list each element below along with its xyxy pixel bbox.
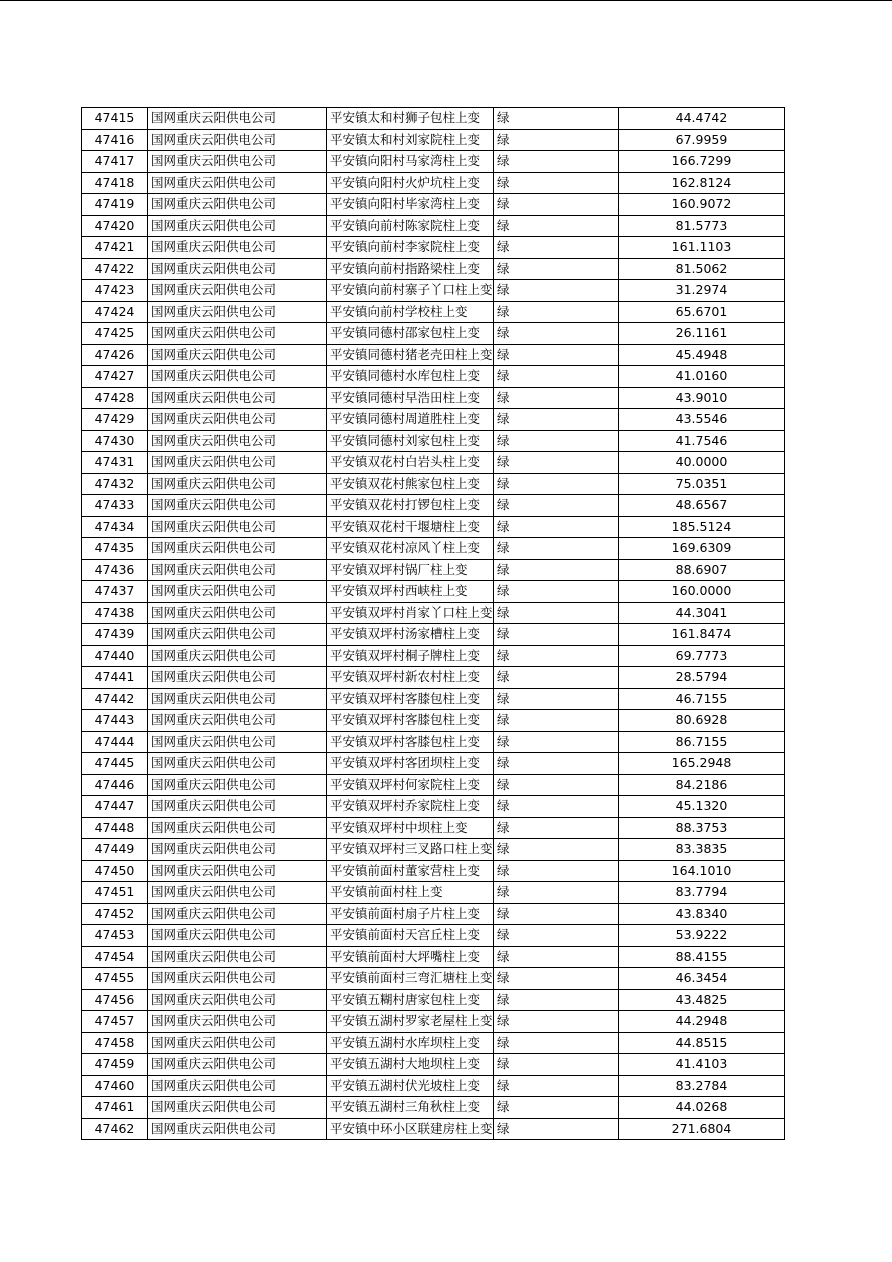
value-cell: 53.9222 xyxy=(619,925,785,947)
company-cell: 国网重庆云阳供电公司 xyxy=(148,753,327,775)
company-cell: 国网重庆云阳供电公司 xyxy=(148,1011,327,1033)
table-row xyxy=(82,667,785,689)
value-cell: 41.0160 xyxy=(619,366,785,388)
company-cell: 国网重庆云阳供电公司 xyxy=(148,645,327,667)
id-cell: 47419 xyxy=(82,194,148,216)
id-cell: 47421 xyxy=(82,237,148,259)
table-row xyxy=(82,215,785,237)
company-cell: 国网重庆云阳供电公司 xyxy=(148,774,327,796)
color-cell: 绿 xyxy=(494,516,619,538)
value-cell: 88.3753 xyxy=(619,817,785,839)
table-row xyxy=(82,602,785,624)
id-cell: 47428 xyxy=(82,387,148,409)
company-cell: 国网重庆云阳供电公司 xyxy=(148,946,327,968)
color-cell: 绿 xyxy=(494,946,619,968)
company-cell: 国网重庆云阳供电公司 xyxy=(148,667,327,689)
color-cell: 绿 xyxy=(494,172,619,194)
id-cell: 47457 xyxy=(82,1011,148,1033)
value-cell: 44.8515 xyxy=(619,1032,785,1054)
table-row xyxy=(82,731,785,753)
company-cell: 国网重庆云阳供电公司 xyxy=(148,323,327,345)
color-cell: 绿 xyxy=(494,796,619,818)
id-cell: 47444 xyxy=(82,731,148,753)
location-cell: 平安镇双坪村客膝包柱上变 xyxy=(327,710,494,732)
table-row xyxy=(82,473,785,495)
location-cell: 平安镇双花村打锣包柱上变 xyxy=(327,495,494,517)
id-cell: 47420 xyxy=(82,215,148,237)
id-cell: 47438 xyxy=(82,602,148,624)
company-cell: 国网重庆云阳供电公司 xyxy=(148,129,327,151)
table-row xyxy=(82,839,785,861)
company-cell: 国网重庆云阳供电公司 xyxy=(148,366,327,388)
company-cell: 国网重庆云阳供电公司 xyxy=(148,559,327,581)
value-cell: 65.6701 xyxy=(619,301,785,323)
table-row xyxy=(82,710,785,732)
color-cell: 绿 xyxy=(494,989,619,1011)
table-row xyxy=(82,1075,785,1097)
table-row xyxy=(82,817,785,839)
value-cell: 166.7299 xyxy=(619,151,785,173)
company-cell: 国网重庆云阳供电公司 xyxy=(148,108,327,130)
value-cell: 88.4155 xyxy=(619,946,785,968)
id-cell: 47426 xyxy=(82,344,148,366)
location-cell: 平安镇双坪村汤家槽柱上变 xyxy=(327,624,494,646)
value-cell: 40.0000 xyxy=(619,452,785,474)
id-cell: 47435 xyxy=(82,538,148,560)
id-cell: 47462 xyxy=(82,1118,148,1140)
location-cell: 平安镇双花村干堰塘柱上变 xyxy=(327,516,494,538)
color-cell: 绿 xyxy=(494,710,619,732)
id-cell: 47432 xyxy=(82,473,148,495)
color-cell: 绿 xyxy=(494,1054,619,1076)
value-cell: 83.3835 xyxy=(619,839,785,861)
location-cell: 平安镇双坪村三叉路口柱上变 xyxy=(327,839,494,861)
value-cell: 185.5124 xyxy=(619,516,785,538)
company-cell: 国网重庆云阳供电公司 xyxy=(148,882,327,904)
table-row xyxy=(82,1118,785,1140)
data-table xyxy=(81,107,785,1140)
value-cell: 46.7155 xyxy=(619,688,785,710)
location-cell: 平安镇双坪村何家院柱上变 xyxy=(327,774,494,796)
value-cell: 26.1161 xyxy=(619,323,785,345)
location-cell: 平安镇双花村熊家包柱上变 xyxy=(327,473,494,495)
color-cell: 绿 xyxy=(494,194,619,216)
value-cell: 41.4103 xyxy=(619,1054,785,1076)
value-cell: 83.2784 xyxy=(619,1075,785,1097)
id-cell: 47450 xyxy=(82,860,148,882)
table-row xyxy=(82,1011,785,1033)
id-cell: 47431 xyxy=(82,452,148,474)
value-cell: 169.6309 xyxy=(619,538,785,560)
table-row xyxy=(82,151,785,173)
value-cell: 44.3041 xyxy=(619,602,785,624)
color-cell: 绿 xyxy=(494,925,619,947)
id-cell: 47439 xyxy=(82,624,148,646)
id-cell: 47458 xyxy=(82,1032,148,1054)
company-cell: 国网重庆云阳供电公司 xyxy=(148,344,327,366)
id-cell: 47437 xyxy=(82,581,148,603)
location-cell: 平安镇五糊村唐家包柱上变 xyxy=(327,989,494,1011)
id-cell: 47449 xyxy=(82,839,148,861)
company-cell: 国网重庆云阳供电公司 xyxy=(148,409,327,431)
company-cell: 国网重庆云阳供电公司 xyxy=(148,860,327,882)
color-cell: 绿 xyxy=(494,903,619,925)
id-cell: 47446 xyxy=(82,774,148,796)
id-cell: 47434 xyxy=(82,516,148,538)
table-row xyxy=(82,538,785,560)
location-cell: 平安镇双坪村新农村柱上变 xyxy=(327,667,494,689)
company-cell: 国网重庆云阳供电公司 xyxy=(148,602,327,624)
color-cell: 绿 xyxy=(494,387,619,409)
color-cell: 绿 xyxy=(494,624,619,646)
value-cell: 160.9072 xyxy=(619,194,785,216)
company-cell: 国网重庆云阳供电公司 xyxy=(148,1032,327,1054)
value-cell: 161.1103 xyxy=(619,237,785,259)
color-cell: 绿 xyxy=(494,473,619,495)
id-cell: 47417 xyxy=(82,151,148,173)
location-cell: 平安镇中环小区联建房柱上变 xyxy=(327,1118,494,1140)
location-cell: 平安镇向前村陈家院柱上变 xyxy=(327,215,494,237)
company-cell: 国网重庆云阳供电公司 xyxy=(148,538,327,560)
value-cell: 44.2948 xyxy=(619,1011,785,1033)
id-cell: 47443 xyxy=(82,710,148,732)
color-cell: 绿 xyxy=(494,839,619,861)
color-cell: 绿 xyxy=(494,882,619,904)
id-cell: 47424 xyxy=(82,301,148,323)
page-top-border xyxy=(0,0,892,1)
color-cell: 绿 xyxy=(494,602,619,624)
id-cell: 47425 xyxy=(82,323,148,345)
location-cell: 平安镇双花村白岩头柱上变 xyxy=(327,452,494,474)
table-row xyxy=(82,516,785,538)
color-cell: 绿 xyxy=(494,430,619,452)
value-cell: 48.6567 xyxy=(619,495,785,517)
location-cell: 平安镇向阳村毕家湾柱上变 xyxy=(327,194,494,216)
color-cell: 绿 xyxy=(494,731,619,753)
value-cell: 86.7155 xyxy=(619,731,785,753)
location-cell: 平安镇向阳村火炉坑柱上变 xyxy=(327,172,494,194)
location-cell: 平安镇向前村寨子丫口柱上变 xyxy=(327,280,494,302)
table-row xyxy=(82,344,785,366)
company-cell: 国网重庆云阳供电公司 xyxy=(148,581,327,603)
location-cell: 平安镇同德村周道胜柱上变 xyxy=(327,409,494,431)
color-cell: 绿 xyxy=(494,1011,619,1033)
company-cell: 国网重庆云阳供电公司 xyxy=(148,215,327,237)
table-row xyxy=(82,882,785,904)
table-row xyxy=(82,1032,785,1054)
value-cell: 28.5794 xyxy=(619,667,785,689)
color-cell: 绿 xyxy=(494,645,619,667)
company-cell: 国网重庆云阳供电公司 xyxy=(148,237,327,259)
value-cell: 45.1320 xyxy=(619,796,785,818)
color-cell: 绿 xyxy=(494,215,619,237)
table-row xyxy=(82,774,785,796)
color-cell: 绿 xyxy=(494,667,619,689)
value-cell: 160.0000 xyxy=(619,581,785,603)
location-cell: 平安镇双坪村客团坝柱上变 xyxy=(327,753,494,775)
table-row xyxy=(82,194,785,216)
table-row xyxy=(82,495,785,517)
table-row xyxy=(82,366,785,388)
table-row xyxy=(82,1054,785,1076)
value-cell: 41.7546 xyxy=(619,430,785,452)
location-cell: 平安镇双坪村锅厂柱上变 xyxy=(327,559,494,581)
id-cell: 47447 xyxy=(82,796,148,818)
id-cell: 47440 xyxy=(82,645,148,667)
table-row xyxy=(82,430,785,452)
value-cell: 44.0268 xyxy=(619,1097,785,1119)
color-cell: 绿 xyxy=(494,323,619,345)
table-row xyxy=(82,860,785,882)
id-cell: 47454 xyxy=(82,946,148,968)
color-cell: 绿 xyxy=(494,1075,619,1097)
company-cell: 国网重庆云阳供电公司 xyxy=(148,817,327,839)
company-cell: 国网重庆云阳供电公司 xyxy=(148,516,327,538)
value-cell: 69.7773 xyxy=(619,645,785,667)
id-cell: 47459 xyxy=(82,1054,148,1076)
location-cell: 平安镇双坪村肖家丫口柱上变 xyxy=(327,602,494,624)
location-cell: 平安镇同德村刘家包柱上变 xyxy=(327,430,494,452)
color-cell: 绿 xyxy=(494,409,619,431)
id-cell: 47433 xyxy=(82,495,148,517)
id-cell: 47423 xyxy=(82,280,148,302)
color-cell: 绿 xyxy=(494,280,619,302)
id-cell: 47452 xyxy=(82,903,148,925)
table-row xyxy=(82,129,785,151)
id-cell: 47415 xyxy=(82,108,148,130)
table-row xyxy=(82,989,785,1011)
location-cell: 平安镇双坪村中坝柱上变 xyxy=(327,817,494,839)
color-cell: 绿 xyxy=(494,1097,619,1119)
value-cell: 84.2186 xyxy=(619,774,785,796)
value-cell: 80.6928 xyxy=(619,710,785,732)
value-cell: 81.5773 xyxy=(619,215,785,237)
color-cell: 绿 xyxy=(494,860,619,882)
id-cell: 47416 xyxy=(82,129,148,151)
location-cell: 平安镇同德村水库包柱上变 xyxy=(327,366,494,388)
company-cell: 国网重庆云阳供电公司 xyxy=(148,989,327,1011)
location-cell: 平安镇太和村刘家院柱上变 xyxy=(327,129,494,151)
color-cell: 绿 xyxy=(494,968,619,990)
color-cell: 绿 xyxy=(494,344,619,366)
id-cell: 47422 xyxy=(82,258,148,280)
location-cell: 平安镇双坪村客膝包柱上变 xyxy=(327,731,494,753)
value-cell: 43.9010 xyxy=(619,387,785,409)
location-cell: 平安镇向阳村马家湾柱上变 xyxy=(327,151,494,173)
location-cell: 平安镇前面村扇子片柱上变 xyxy=(327,903,494,925)
company-cell: 国网重庆云阳供电公司 xyxy=(148,1118,327,1140)
color-cell: 绿 xyxy=(494,1118,619,1140)
company-cell: 国网重庆云阳供电公司 xyxy=(148,258,327,280)
color-cell: 绿 xyxy=(494,258,619,280)
location-cell: 平安镇前面村董家营柱上变 xyxy=(327,860,494,882)
location-cell: 平安镇五湖村大地坝柱上变 xyxy=(327,1054,494,1076)
color-cell: 绿 xyxy=(494,581,619,603)
id-cell: 47455 xyxy=(82,968,148,990)
id-cell: 47448 xyxy=(82,817,148,839)
color-cell: 绿 xyxy=(494,774,619,796)
location-cell: 平安镇双花村凉风丫柱上变 xyxy=(327,538,494,560)
company-cell: 国网重庆云阳供电公司 xyxy=(148,968,327,990)
table-row xyxy=(82,1097,785,1119)
location-cell: 平安镇向前村李家院柱上变 xyxy=(327,237,494,259)
table-row xyxy=(82,946,785,968)
color-cell: 绿 xyxy=(494,129,619,151)
color-cell: 绿 xyxy=(494,495,619,517)
table-row xyxy=(82,624,785,646)
table-row xyxy=(82,172,785,194)
company-cell: 国网重庆云阳供电公司 xyxy=(148,151,327,173)
table-row xyxy=(82,323,785,345)
value-cell: 43.4825 xyxy=(619,989,785,1011)
company-cell: 国网重庆云阳供电公司 xyxy=(148,710,327,732)
company-cell: 国网重庆云阳供电公司 xyxy=(148,688,327,710)
company-cell: 国网重庆云阳供电公司 xyxy=(148,731,327,753)
value-cell: 43.8340 xyxy=(619,903,785,925)
location-cell: 平安镇双坪村客膝包柱上变 xyxy=(327,688,494,710)
location-cell: 平安镇向前村指路梁柱上变 xyxy=(327,258,494,280)
color-cell: 绿 xyxy=(494,366,619,388)
table-row xyxy=(82,280,785,302)
location-cell: 平安镇双坪村西峡柱上变 xyxy=(327,581,494,603)
value-cell: 44.4742 xyxy=(619,108,785,130)
value-cell: 67.9959 xyxy=(619,129,785,151)
value-cell: 165.2948 xyxy=(619,753,785,775)
value-cell: 164.1010 xyxy=(619,860,785,882)
company-cell: 国网重庆云阳供电公司 xyxy=(148,495,327,517)
table-row xyxy=(82,452,785,474)
company-cell: 国网重庆云阳供电公司 xyxy=(148,301,327,323)
location-cell: 平安镇太和村狮子包柱上变 xyxy=(327,108,494,130)
value-cell: 45.4948 xyxy=(619,344,785,366)
value-cell: 75.0351 xyxy=(619,473,785,495)
company-cell: 国网重庆云阳供电公司 xyxy=(148,280,327,302)
company-cell: 国网重庆云阳供电公司 xyxy=(148,430,327,452)
table-row xyxy=(82,688,785,710)
table-row xyxy=(82,903,785,925)
color-cell: 绿 xyxy=(494,108,619,130)
color-cell: 绿 xyxy=(494,753,619,775)
id-cell: 47461 xyxy=(82,1097,148,1119)
color-cell: 绿 xyxy=(494,237,619,259)
id-cell: 47430 xyxy=(82,430,148,452)
company-cell: 国网重庆云阳供电公司 xyxy=(148,903,327,925)
table-row xyxy=(82,237,785,259)
color-cell: 绿 xyxy=(494,559,619,581)
company-cell: 国网重庆云阳供电公司 xyxy=(148,387,327,409)
location-cell: 平安镇前面村天宫丘柱上变 xyxy=(327,925,494,947)
value-cell: 81.5062 xyxy=(619,258,785,280)
location-cell: 平安镇同德村邵家包柱上变 xyxy=(327,323,494,345)
id-cell: 47460 xyxy=(82,1075,148,1097)
id-cell: 47427 xyxy=(82,366,148,388)
table-row xyxy=(82,968,785,990)
location-cell: 平安镇前面村柱上变 xyxy=(327,882,494,904)
company-cell: 国网重庆云阳供电公司 xyxy=(148,796,327,818)
value-cell: 271.6804 xyxy=(619,1118,785,1140)
id-cell: 47453 xyxy=(82,925,148,947)
color-cell: 绿 xyxy=(494,151,619,173)
value-cell: 162.8124 xyxy=(619,172,785,194)
value-cell: 46.3454 xyxy=(619,968,785,990)
id-cell: 47429 xyxy=(82,409,148,431)
table-row xyxy=(82,581,785,603)
value-cell: 161.8474 xyxy=(619,624,785,646)
table-row xyxy=(82,258,785,280)
id-cell: 47436 xyxy=(82,559,148,581)
company-cell: 国网重庆云阳供电公司 xyxy=(148,1097,327,1119)
location-cell: 平安镇前面村三弯汇塘柱上变 xyxy=(327,968,494,990)
table-body xyxy=(82,108,785,1140)
id-cell: 47442 xyxy=(82,688,148,710)
table-row xyxy=(82,108,785,130)
company-cell: 国网重庆云阳供电公司 xyxy=(148,172,327,194)
table-row xyxy=(82,796,785,818)
id-cell: 47445 xyxy=(82,753,148,775)
id-cell: 47451 xyxy=(82,882,148,904)
color-cell: 绿 xyxy=(494,817,619,839)
table-row xyxy=(82,301,785,323)
color-cell: 绿 xyxy=(494,452,619,474)
location-cell: 平安镇五湖村三角秋柱上变 xyxy=(327,1097,494,1119)
location-cell: 平安镇五湖村罗家老屋柱上变 xyxy=(327,1011,494,1033)
location-cell: 平安镇双坪村桐子牌柱上变 xyxy=(327,645,494,667)
company-cell: 国网重庆云阳供电公司 xyxy=(148,925,327,947)
location-cell: 平安镇五湖村水库坝柱上变 xyxy=(327,1032,494,1054)
table-row xyxy=(82,409,785,431)
table-row xyxy=(82,559,785,581)
location-cell: 平安镇前面村大坪嘴柱上变 xyxy=(327,946,494,968)
company-cell: 国网重庆云阳供电公司 xyxy=(148,473,327,495)
company-cell: 国网重庆云阳供电公司 xyxy=(148,1054,327,1076)
table-row xyxy=(82,387,785,409)
location-cell: 平安镇双坪村乔家院柱上变 xyxy=(327,796,494,818)
company-cell: 国网重庆云阳供电公司 xyxy=(148,839,327,861)
location-cell: 平安镇同德村早浩田柱上变 xyxy=(327,387,494,409)
company-cell: 国网重庆云阳供电公司 xyxy=(148,194,327,216)
location-cell: 平安镇五湖村伏光坡柱上变 xyxy=(327,1075,494,1097)
id-cell: 47418 xyxy=(82,172,148,194)
value-cell: 88.6907 xyxy=(619,559,785,581)
color-cell: 绿 xyxy=(494,301,619,323)
company-cell: 国网重庆云阳供电公司 xyxy=(148,1075,327,1097)
table-row xyxy=(82,925,785,947)
company-cell: 国网重庆云阳供电公司 xyxy=(148,624,327,646)
id-cell: 47441 xyxy=(82,667,148,689)
id-cell: 47456 xyxy=(82,989,148,1011)
location-cell: 平安镇向前村学校柱上变 xyxy=(327,301,494,323)
value-cell: 83.7794 xyxy=(619,882,785,904)
value-cell: 31.2974 xyxy=(619,280,785,302)
location-cell: 平安镇同德村猪老壳田柱上变 xyxy=(327,344,494,366)
color-cell: 绿 xyxy=(494,538,619,560)
table-row xyxy=(82,753,785,775)
color-cell: 绿 xyxy=(494,688,619,710)
value-cell: 43.5546 xyxy=(619,409,785,431)
color-cell: 绿 xyxy=(494,1032,619,1054)
company-cell: 国网重庆云阳供电公司 xyxy=(148,452,327,474)
table-row xyxy=(82,645,785,667)
